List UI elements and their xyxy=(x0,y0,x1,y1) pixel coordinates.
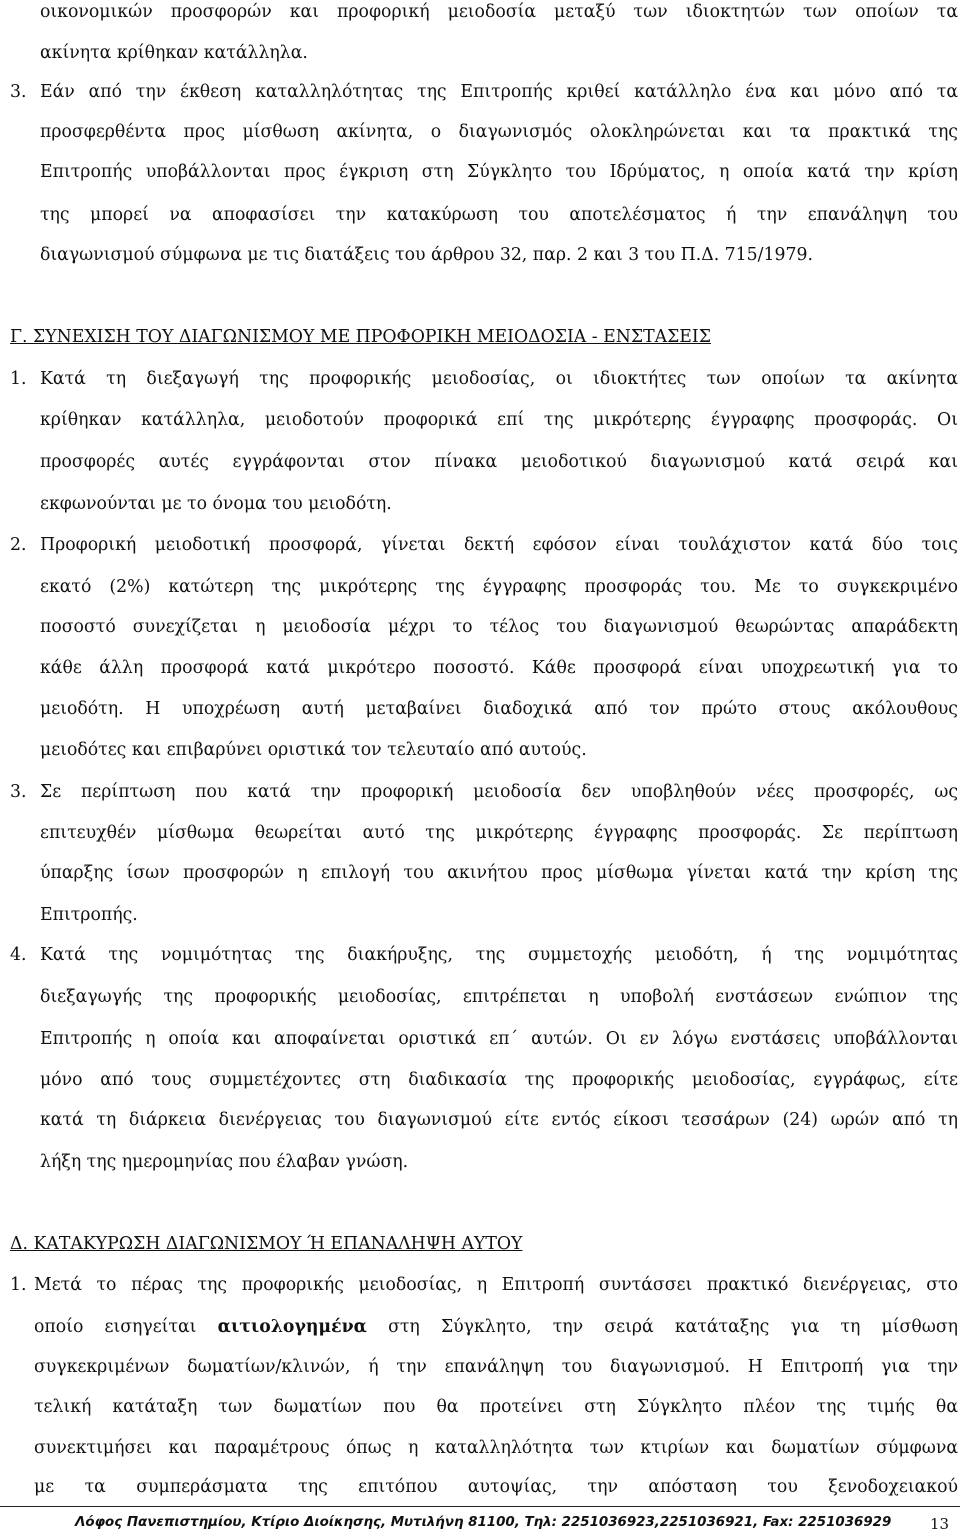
paragraph-line: Μετά το πέρας της προφορικής μειοδοσίας, η Επιτροπή συντάσσει πρακτικό διενέργειας, στο xyxy=(34,1275,958,1295)
list-item-number: 1. xyxy=(10,1275,27,1295)
paragraph-line-with-emphasis xyxy=(34,1315,958,1339)
paragraph-line: διεξαγωγής της προφορικής μειοδοσίας, επιτρέπεται η υποβολή ενστάσεων ενώπιον της xyxy=(40,987,958,1007)
page-footer xyxy=(0,1506,960,1539)
paragraph-line: Επιτροπής. xyxy=(40,905,138,925)
paragraph-line: συγκεκριμένων δωματίων/κλινών, ή την επανάληψη του διαγωνισμού. Η Επιτροπή για την xyxy=(34,1357,958,1377)
paragraph-line: Επιτροπής υποβάλλονται προς έγκριση στη Σύγκλητο του Ιδρύματος, η οποία κατά την κρίση xyxy=(40,162,958,182)
text-span: στη Σύγκλητο, την σειρά κατάταξης για τη μίσθωση xyxy=(388,1317,958,1337)
paragraph-line: Προφορική μειοδοτική προσφορά, γίνεται δεκτή εφόσον είναι τουλάχιστον κατά δύο τοις xyxy=(40,535,958,555)
section-heading: Γ. ΣΥΝΕΧΙΣΗ ΤΟΥ ΔΙΑΓΩΝΙΣΜΟΥ ΜΕ ΠΡΟΦΟΡΙΚΗ ΜΕΙΟΔΟΣΙΑ - ΕΝΣΤΑΣΕΙΣ xyxy=(10,327,711,347)
text-span: οποίο εισηγείται xyxy=(34,1317,197,1337)
emphasized-word: αιτιολογημένα xyxy=(217,1317,367,1337)
page-number: 13 xyxy=(930,1515,950,1533)
paragraph-line: Σε περίπτωση που κατά την προφορική μειοδοσία δεν υποβληθούν νέες προσφορές, ως xyxy=(40,782,958,802)
paragraph-line: εκφωνούνται με το όνομα του μειοδότη. xyxy=(40,494,392,514)
paragraph-line: της μπορεί να αποφασίσει την κατακύρωση του αποτελέσματος ή την επανάληψη του xyxy=(40,205,958,225)
list-item-number: 1. xyxy=(10,369,27,389)
footer-address: Λόφος Πανεπιστημίου, Κτίριο Διοίκησης, Μυτιλήνη 81100, Τηλ: 2251036923,2251036921, Fax: 2251036929 xyxy=(75,1515,892,1530)
paragraph-line: μόνο από τους συμμετέχοντες στη διαδικασία της προφορικής μειοδοσίας, εγγράφως, είτε xyxy=(40,1070,958,1090)
paragraph-line: Επιτροπής η οποία και αποφαίνεται οριστικά επ΄ αυτών. Οι εν λόγω ενστάσεις υποβάλλονται xyxy=(40,1029,958,1049)
paragraph-line: κρίθηκαν κατάλληλα, μειοδοτούν προφορικά επί της μικρότερης έγγραφης προσφοράς. Οι xyxy=(40,410,958,430)
list-item-number: 2. xyxy=(10,535,27,555)
paragraph-line: εκατό (2%) κατώτερη της μικρότερης της έγγραφης προσφοράς του. Με το συγκεκριμένο xyxy=(40,577,958,597)
paragraph-line: τελική κατάταξη των δωματίων που θα προτείνει στη Σύγκλητο πλέον της τιμής θα xyxy=(34,1397,958,1417)
paragraph-line: ποσοστό συνεχίζεται η μειοδοσία μέχρι το τέλος του διαγωνισμού θεωρώντας απαράδεκτη xyxy=(40,617,958,637)
paragraph-line: Κατά της νομιμότητας της διακήρυξης, της συμμετοχής μειοδότη, ή της νομιμότητας xyxy=(40,945,958,965)
paragraph-line: με τα συμπεράσματα της επιτόπου αυτοψίας, την απόσταση του ξενοδοχειακού xyxy=(34,1477,958,1497)
list-item-number: 3. xyxy=(10,782,27,802)
paragraph-line: μειοδότες και επιβαρύνει οριστικά τον τελευταίο από αυτούς. xyxy=(40,740,587,760)
paragraph-line: μειοδότη. Η υποχρέωση αυτή μεταβαίνει διαδοχικά από τον πρώτο στους ακόλουθους xyxy=(40,699,958,719)
paragraph-line: επιτευχθέν μίσθωμα θεωρείται αυτό της μικρότερης έγγραφης προσφοράς. Σε περίπτωση xyxy=(40,823,958,843)
paragraph-line: οικονομικών προσφορών και προφορική μειοδοσία μεταξύ των ιδιοκτητών των οποίων τα xyxy=(40,2,958,22)
list-item-number: 4. xyxy=(10,945,27,965)
paragraph-line: προσφορές αυτές εγγράφονται στον πίνακα μειοδοτικού διαγωνισμού κατά σειρά και xyxy=(40,452,958,472)
section-heading: Δ. ΚΑΤΑΚΥΡΩΣΗ ΔΙΑΓΩΝΙΣΜΟΥ Ή ΕΠΑΝΑΛΗΨΗ ΑΥΤΟΥ xyxy=(10,1234,523,1254)
list-item-number: 3. xyxy=(10,82,27,102)
paragraph-line: κάθε άλλη προσφορά κατά μικρότερο ποσοστό. Κάθε προσφορά είναι υποχρεωτική για το xyxy=(40,658,958,678)
paragraph-line: Κατά τη διεξαγωγή της προφορικής μειοδοσίας, οι ιδιοκτήτες των οποίων τα ακίνητα xyxy=(40,369,958,389)
paragraph-line: Εάν από την έκθεση καταλληλότητας της Επιτροπής κριθεί κατάλληλο ένα και μόνο από τα xyxy=(40,82,958,102)
paragraph-line: διαγωνισμού σύμφωνα με τις διατάξεις του άρθρου 32, παρ. 2 και 3 του Π.Δ. 715/1979. xyxy=(40,245,813,265)
paragraph-line: συνεκτιμήσει και παραμέτρους όπως η καταλληλότητα των κτιρίων και δωματίων σύμφωνα xyxy=(34,1438,958,1458)
paragraph-line: προσφερθέντα προς μίσθωση ακίνητα, ο διαγωνισμός ολοκληρώνεται και τα πρακτικά της xyxy=(40,122,958,142)
paragraph-line: ακίνητα κρίθηκαν κατάλληλα. xyxy=(40,43,308,63)
paragraph-line: κατά τη διάρκεια διενέργειας του διαγωνισμού είτε εντός είκοσι τεσσάρων (24) ωρών από τη xyxy=(40,1110,958,1130)
paragraph-line: ύπαρξης ίσων προσφορών η επιλογή του ακινήτου προς μίσθωμα γίνεται κατά την κρίση της xyxy=(40,863,958,883)
paragraph-line: λήξη της ημερομηνίας που έλαβαν γνώση. xyxy=(40,1152,409,1172)
